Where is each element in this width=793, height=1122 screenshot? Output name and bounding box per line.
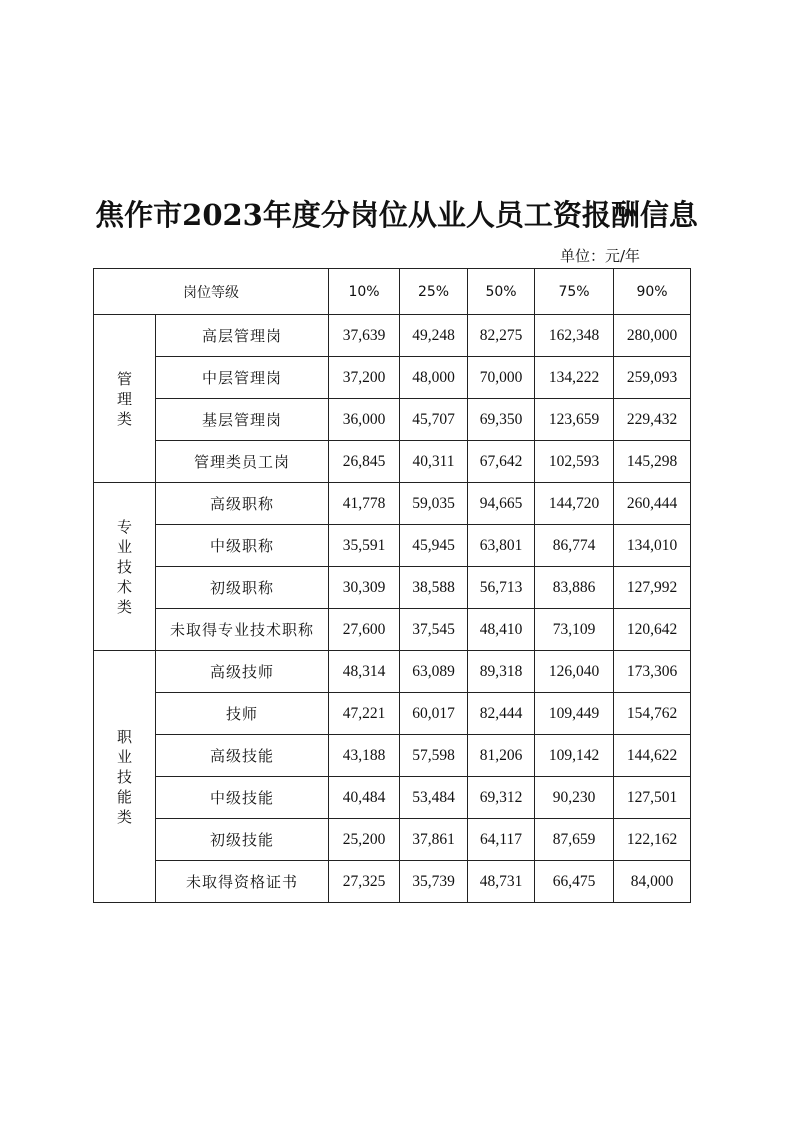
salary-value: 81,206 — [468, 735, 535, 777]
salary-value: 127,992 — [614, 567, 691, 609]
category-char: 职 — [116, 727, 132, 746]
salary-value: 162,348 — [535, 315, 614, 357]
salary-value: 120,642 — [614, 609, 691, 651]
category-char: 理 — [116, 389, 132, 408]
page-title: 焦作市2023年度分岗位从业人员工资报酬信息 — [95, 198, 698, 232]
salary-value: 69,350 — [468, 399, 535, 441]
salary-value: 109,142 — [535, 735, 614, 777]
salary-value: 127,501 — [614, 777, 691, 819]
salary-value: 27,600 — [329, 609, 400, 651]
salary-value: 53,484 — [400, 777, 468, 819]
salary-value: 173,306 — [614, 651, 691, 693]
category-char: 类 — [116, 409, 132, 428]
category-char: 类 — [116, 597, 132, 616]
table-row — [94, 357, 691, 399]
salary-value: 57,598 — [400, 735, 468, 777]
table-row — [94, 567, 691, 609]
salary-value: 60,017 — [400, 693, 468, 735]
salary-value: 70,000 — [468, 357, 535, 399]
category-char: 术 — [116, 577, 132, 596]
salary-value: 123,659 — [535, 399, 614, 441]
salary-value: 154,762 — [614, 693, 691, 735]
table-row — [94, 819, 691, 861]
salary-value: 48,731 — [468, 861, 535, 903]
salary-value: 45,945 — [400, 525, 468, 567]
salary-value: 30,309 — [329, 567, 400, 609]
salary-value: 122,162 — [614, 819, 691, 861]
position-name: 中级技能 — [156, 777, 329, 819]
salary-value: 37,639 — [329, 315, 400, 357]
category-char: 技 — [116, 557, 132, 576]
category-label — [94, 315, 156, 483]
table-row — [94, 609, 691, 651]
category-char: 技 — [116, 767, 132, 786]
salary-value: 66,475 — [535, 861, 614, 903]
salary-value: 67,642 — [468, 441, 535, 483]
position-name: 技师 — [156, 693, 329, 735]
salary-value: 134,222 — [535, 357, 614, 399]
salary-value: 260,444 — [614, 483, 691, 525]
salary-value: 86,774 — [535, 525, 614, 567]
position-name: 未取得资格证书 — [156, 861, 329, 903]
category-char: 类 — [116, 807, 132, 826]
salary-value: 48,000 — [400, 357, 468, 399]
salary-value: 35,591 — [329, 525, 400, 567]
percentile-header-50: 50% — [468, 269, 535, 315]
salary-value: 59,035 — [400, 483, 468, 525]
position-name: 高级技师 — [156, 651, 329, 693]
salary-value: 38,588 — [400, 567, 468, 609]
table-row — [94, 861, 691, 903]
position-name: 初级技能 — [156, 819, 329, 861]
position-name: 高级职称 — [156, 483, 329, 525]
salary-value: 94,665 — [468, 483, 535, 525]
table-row — [94, 315, 691, 357]
salary-value: 145,298 — [614, 441, 691, 483]
position-name: 高层管理岗 — [156, 315, 329, 357]
position-name: 基层管理岗 — [156, 399, 329, 441]
table-row — [94, 525, 691, 567]
salary-value: 43,188 — [329, 735, 400, 777]
table-row — [94, 441, 691, 483]
category-char: 专 — [116, 517, 132, 536]
header-row — [94, 269, 691, 315]
position-name: 未取得专业技术职称 — [156, 609, 329, 651]
salary-value: 48,314 — [329, 651, 400, 693]
salary-value: 83,886 — [535, 567, 614, 609]
table-row — [94, 399, 691, 441]
percentile-header-25: 25% — [400, 269, 468, 315]
salary-value: 37,200 — [329, 357, 400, 399]
salary-value: 109,449 — [535, 693, 614, 735]
salary-value: 69,312 — [468, 777, 535, 819]
percentile-header-90: 90% — [614, 269, 691, 315]
category-char: 能 — [116, 787, 132, 806]
salary-value: 90,230 — [535, 777, 614, 819]
position-level-header: 岗位等级 — [94, 269, 329, 315]
salary-value: 144,720 — [535, 483, 614, 525]
table-body — [94, 315, 691, 903]
salary-value: 26,845 — [329, 441, 400, 483]
table-row — [94, 777, 691, 819]
category-label — [94, 483, 156, 651]
percentile-header-75: 75% — [535, 269, 614, 315]
salary-value: 82,444 — [468, 693, 535, 735]
category-label — [94, 651, 156, 903]
table-row — [94, 735, 691, 777]
salary-value: 27,325 — [329, 861, 400, 903]
salary-value: 37,861 — [400, 819, 468, 861]
salary-value: 63,801 — [468, 525, 535, 567]
salary-value: 64,117 — [468, 819, 535, 861]
salary-value: 63,089 — [400, 651, 468, 693]
salary-value: 229,432 — [614, 399, 691, 441]
salary-value: 280,000 — [614, 315, 691, 357]
position-name: 中级职称 — [156, 525, 329, 567]
salary-value: 40,311 — [400, 441, 468, 483]
salary-value: 89,318 — [468, 651, 535, 693]
salary-value: 84,000 — [614, 861, 691, 903]
salary-value: 36,000 — [329, 399, 400, 441]
salary-value: 259,093 — [614, 357, 691, 399]
table-row — [94, 483, 691, 525]
salary-value: 144,622 — [614, 735, 691, 777]
salary-value: 82,275 — [468, 315, 535, 357]
category-char: 业 — [116, 747, 132, 766]
table-row — [94, 693, 691, 735]
salary-value: 25,200 — [329, 819, 400, 861]
salary-value: 134,010 — [614, 525, 691, 567]
salary-table — [93, 268, 691, 903]
category-char: 管 — [116, 369, 132, 388]
salary-value: 37,545 — [400, 609, 468, 651]
salary-value: 40,484 — [329, 777, 400, 819]
salary-value: 56,713 — [468, 567, 535, 609]
salary-value: 87,659 — [535, 819, 614, 861]
salary-value: 126,040 — [535, 651, 614, 693]
unit-label: 单位：元/年 — [560, 247, 641, 265]
salary-value: 49,248 — [400, 315, 468, 357]
salary-value: 45,707 — [400, 399, 468, 441]
salary-value: 102,593 — [535, 441, 614, 483]
position-name: 中层管理岗 — [156, 357, 329, 399]
salary-value: 41,778 — [329, 483, 400, 525]
table-row — [94, 651, 691, 693]
salary-value: 73,109 — [535, 609, 614, 651]
position-name: 管理类员工岗 — [156, 441, 329, 483]
position-name: 初级职称 — [156, 567, 329, 609]
salary-value: 47,221 — [329, 693, 400, 735]
position-name: 高级技能 — [156, 735, 329, 777]
salary-value: 35,739 — [400, 861, 468, 903]
percentile-header-10: 10% — [329, 269, 400, 315]
category-char: 业 — [116, 537, 132, 556]
salary-value: 48,410 — [468, 609, 535, 651]
